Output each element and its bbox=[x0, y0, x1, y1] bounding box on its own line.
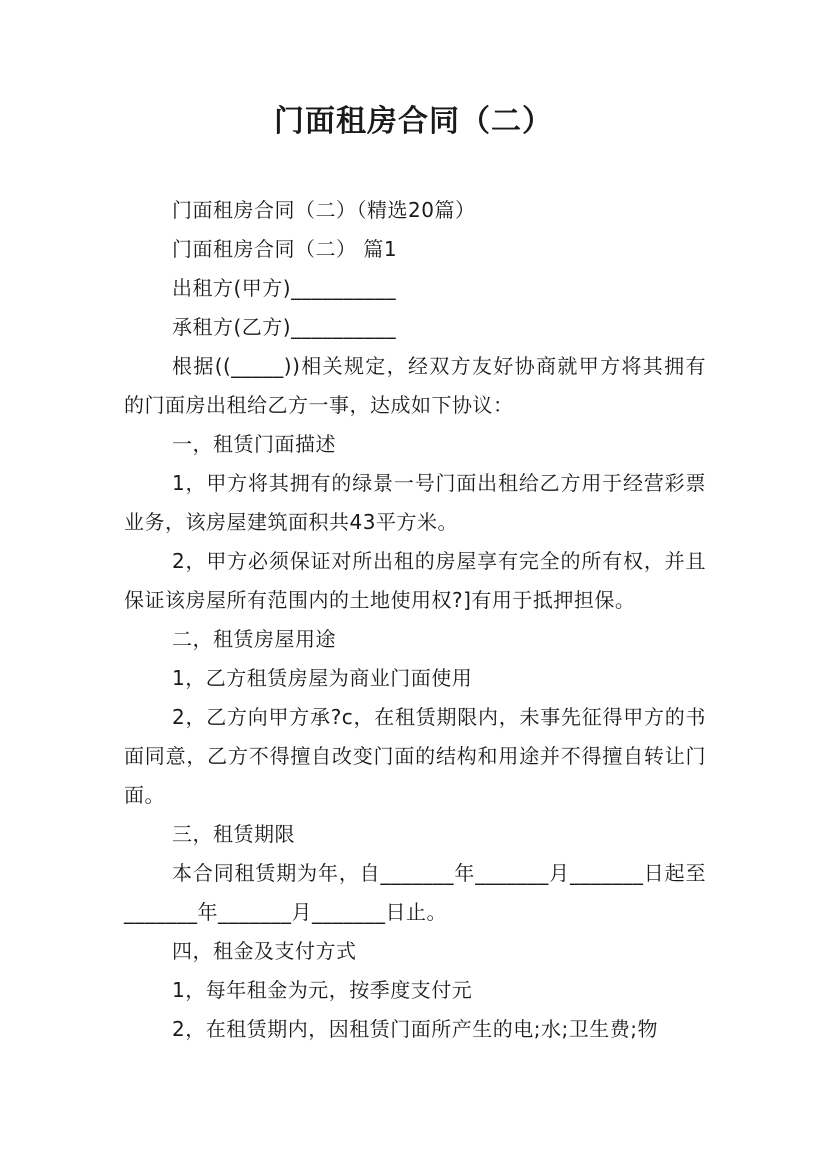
document-title: 门面租房合同（二） bbox=[274, 104, 553, 139]
paragraph: 门面租房合同（二）（精选20篇） bbox=[172, 198, 476, 222]
paragraph: 一，租赁门面描述 bbox=[172, 432, 336, 456]
paragraph: 四，租金及支付方式 bbox=[172, 939, 357, 963]
paragraph: 出租方(甲方)__________ bbox=[172, 276, 397, 300]
paragraph: 本合同租赁期为年，自_______年_______月_______日起至_______年_______月_______日止。 bbox=[124, 861, 706, 924]
paragraph: 二，租赁房屋用途 bbox=[172, 627, 336, 651]
paragraph: 门面租房合同（二） 篇1 bbox=[172, 237, 398, 261]
paragraph: 承租方(乙方)__________ bbox=[172, 315, 397, 339]
paragraph: 三，租赁期限 bbox=[172, 822, 295, 846]
paragraph: 2，乙方向甲方承?c，在租赁期限内，未事先征得甲方的书面同意，乙方不得擅自改变门面的结构和用途并不得擅自转让门面。 bbox=[124, 705, 706, 807]
paragraph: 2，甲方必须保证对所出租的房屋享有完全的所有权，并且保证该房屋所有范围内的土地使用权?]有用于抵押担保。 bbox=[124, 549, 706, 612]
paragraph: 1，乙方租赁房屋为商业门面使用 bbox=[172, 666, 473, 690]
paragraph: 根据((_____))相关规定，经双方友好协商就甲方将其拥有的门面房出租给乙方一事，达成如下协议： bbox=[124, 354, 706, 417]
paragraph: 2，在租赁期内，因租赁门面所产生的电;水;卫生费;物 bbox=[172, 1017, 658, 1041]
paragraph: 1，每年租金为元，按季度支付元 bbox=[172, 978, 473, 1002]
document-body bbox=[124, 191, 706, 1049]
paragraph: 1，甲方将其拥有的绿景一号门面出租给乙方用于经营彩票业务，该房屋建筑面积共43平方米。 bbox=[124, 471, 706, 534]
